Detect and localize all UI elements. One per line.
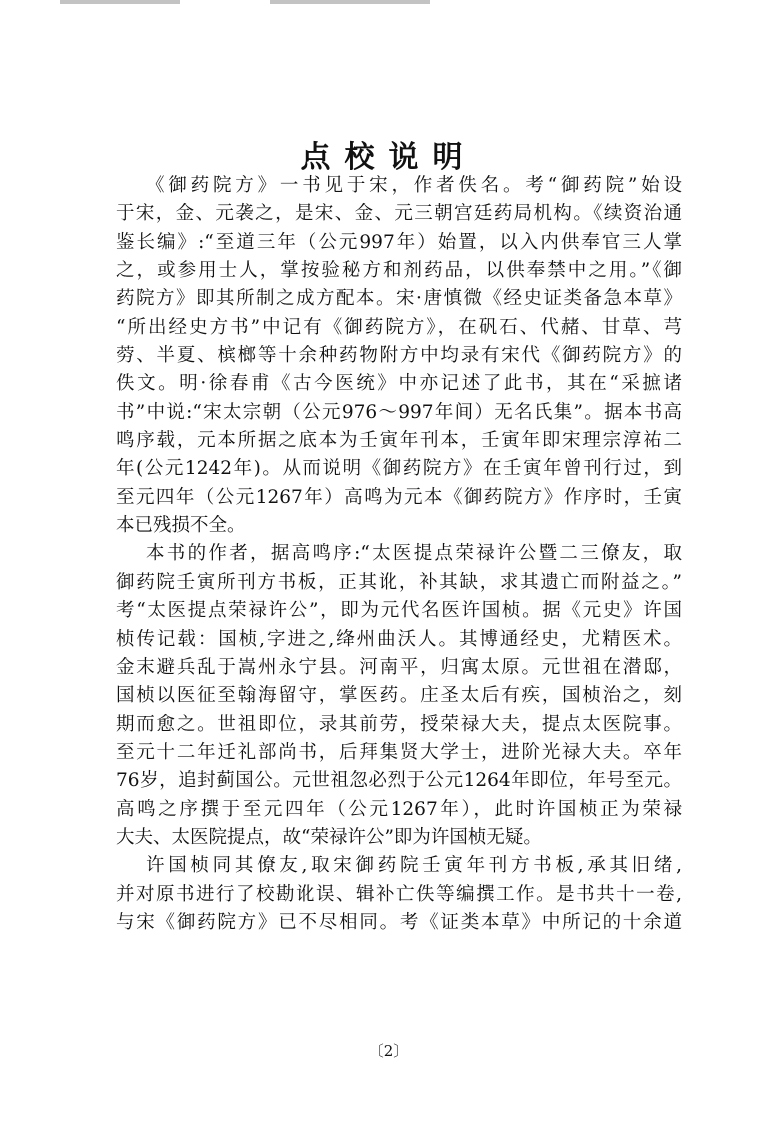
text-line: 御药院壬寅所刊方书板，正其讹，补其缺，求其遗亡而附益之。” [116,571,682,593]
header-smudge [270,0,430,4]
paragraph [116,540,682,852]
text-line: 鸣序载，元本所据之底本为壬寅年刊本，壬寅年即宋理宗淳祐二 [116,430,682,452]
text-line: 许国桢同其僚友,取宋御药院壬寅年刊方书板,承其旧绪, [146,855,682,877]
text-line: 期而愈之。世祖即位，录其前劳，授荣禄大夫，提点太医院事。 [116,713,682,735]
text-line: 年(公元1242年)。从而说明《御药院方》在壬寅年曾刊行过，到 [116,458,682,480]
text-line: 《御药院方》一书见于宋，作者佚名。考“御药院”始设 [146,175,682,196]
text-line: 至元四年（公元1267年）高鸣为元本《御药院方》作序时，壬寅 [116,486,682,508]
paragraph [116,172,682,540]
text-line: 之，或参用士人，掌按验秘方和剂药品，以供奉禁中之用。”《御 [116,260,682,282]
page-number: 〔2〕 [368,1042,409,1060]
text-line: 至元十二年迁礼部尚书，后拜集贤大学士，进阶光禄大夫。卒年 [116,741,682,763]
text-line: 本已残损不全。 [116,515,246,537]
text-line: “所出经史方书”中记有《御药院方》，在矾石、代赭、甘草、芎 [116,316,682,338]
paragraph [116,852,682,937]
text-line: 76岁，追封蓟国公。元世祖忽必烈于公元1264年即位，年号至元。 [116,770,682,792]
text-line: 桢传记载：国桢,字进之,绛州曲沃人。其博通经史，尤精医术。 [116,628,682,650]
text-line: 于宋，金、元袭之，是宋、金、元三朝宫廷药局机构。《续资治通 [116,203,682,225]
text-line: 佚文。明·徐春甫《古今医统》中亦记述了此书，其在“采摭诸 [116,373,682,395]
text-line: 考“太医提点荣禄许公”，即为元代名医许国桢。据《元史》许国 [116,600,682,622]
text-line: 与宋《御药院方》已不尽相同。考《证类本草》中所记的十余道 [116,911,682,933]
text-line: 并对原书进行了校勘讹误、辑补亡佚等编撰工作。是书共十一卷, [116,883,682,905]
text-line: 金末避兵乱于嵩州永宁县。河南平，归寓太原。元世祖在潜邸， [116,656,682,678]
text-line: 高鸣之序撰于至元四年（公元1267年），此时许国桢正为荣禄 [116,798,682,820]
text-line: 鉴长编》:“至道三年（公元997年）始置，以入内供奉官三人掌 [116,231,682,253]
page-title: 点校说明 [300,140,477,175]
text-line: 䓖、半夏、槟榔等十余种药物附方中均录有宋代《御药院方》的 [116,345,682,367]
text-line: 书”中说:“宋太宗朝（公元976～997年间）无名氏集”。据本书高 [116,401,682,423]
header-smudge [60,0,180,4]
document-body [116,172,682,937]
text-line: 国桢以医征至翰海留守，掌医药。庄圣太后有疾，国桢治之，刻 [116,685,682,707]
text-line: 本书的作者，据高鸣序:“太医提点荣禄许公暨二三僚友，取 [146,543,682,565]
text-line: 药院方》即其所制之成方配本。宋·唐慎微《经史证类备急本草》 [116,288,682,310]
text-line: 大夫、太医院提点，故“荣禄许公”即为许国桢无疑。 [116,826,542,848]
